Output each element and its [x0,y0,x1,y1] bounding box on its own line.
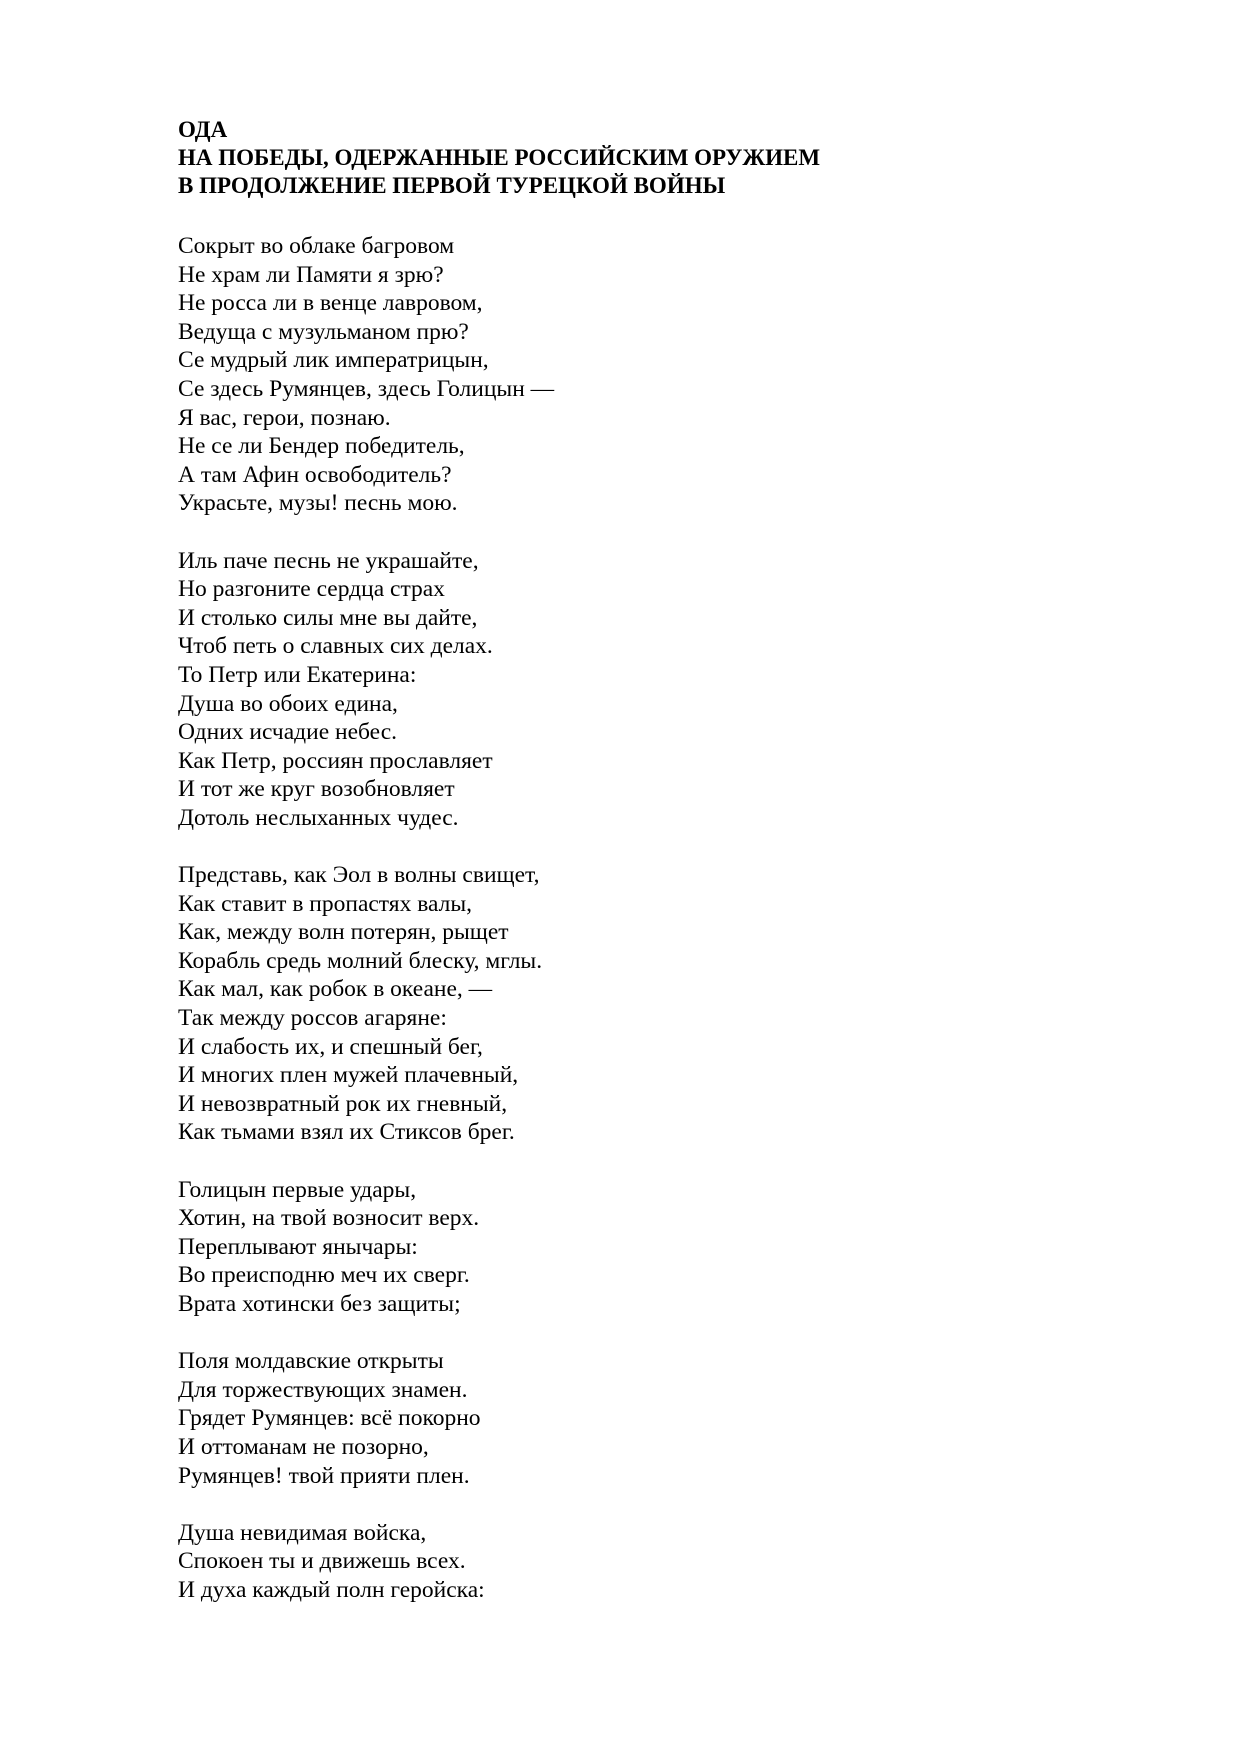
title-line: ОДА [178,117,228,142]
verse-line: Сокрыт во облаке багровом [178,233,455,259]
verse-line: Не се ли Бендер победитель, [178,433,465,460]
verse-line: То Петр или Екатерина: [178,661,417,688]
verse-line: Спокоен ты и движешь всех. [178,1548,466,1575]
stanza-2 [178,547,554,833]
verse-line: Чтоб петь о славных сих делах. [178,633,493,660]
verse-line: Се мудрый лик императрицын, [178,347,489,374]
verse-line: И слабость их, и спешный бег, [178,1033,483,1060]
verse-line: Как тьмами взял их Стиксов брег. [178,1119,515,1146]
verse-line: Не росса ли в венце лавровом, [178,290,483,317]
verse-line: Во преисподню меч их сверг. [178,1262,470,1289]
verse-line: Для торжествующих знамен. [178,1376,468,1403]
verse-line: Дотоль неслыханных чудес. [178,804,459,831]
verse-line: Се здесь Румянцев, здесь Голицын — [178,375,555,402]
verse-line: Грядет Румянцев: всё покорно [178,1405,481,1432]
verse-line: Как, между волн потерян, рыщет [178,919,509,946]
poem-body [178,232,554,1605]
title-line: В ПРОДОЛЖЕНИЕ ПЕРВОЙ ТУРЕЦКОЙ ВОЙНЫ [178,173,726,198]
verse-line: А там Афин освободитель? [178,461,452,488]
verse-line: Поля молдавские открыты [178,1348,444,1375]
verse-line: Румянцев! твой прияти плен. [178,1462,470,1489]
stanza-1 [178,232,554,518]
verse-line: И столько силы мне вы дайте, [178,604,478,631]
document-title [178,116,820,200]
verse-line: И духа каждый полн геройска: [178,1576,485,1603]
verse-line: Не храм ли Памяти я зрю? [178,261,444,288]
verse-line: И оттоманам не позорно, [178,1433,429,1460]
verse-line: Ведуща с музульманом прю? [178,318,469,345]
verse-line: Как Петр, россиян прославляет [178,747,493,774]
stanza-3 [178,861,554,1147]
verse-line: И невозвратный рок их гневный, [178,1090,508,1117]
verse-line: Голицын первые удары, [178,1176,417,1203]
verse-line: Врата хотински без защиты; [178,1290,461,1317]
verse-line: Как мал, как робок в океане, — [178,976,493,1003]
verse-line: Представь, как Эол в волны свищет, [178,862,540,889]
verse-line: Так между россов агаряне: [178,1005,447,1032]
stanza-4 [178,1176,554,1319]
verse-line: Одних исчадие небес. [178,719,397,746]
stanza-6 [178,1519,554,1605]
verse-line: Корабль средь молний блеску, мглы. [178,947,543,974]
verse-line: Иль паче песнь не украшайте, [178,547,479,574]
verse-line: Как ставит в пропастях валы, [178,890,473,917]
title-line: НА ПОБЕДЫ, ОДЕРЖАННЫЕ РОССИЙСКИМ ОРУЖИЕМ [178,145,821,170]
verse-line: Душа невидимая войска, [178,1519,427,1546]
verse-line: Но разгоните сердца страх [178,576,445,603]
verse-line: Украсьте, музы! песнь мою. [178,490,458,517]
verse-line: И тот же круг возобновляет [178,776,455,803]
verse-line: Я вас, герои, познаю. [178,404,391,431]
verse-line: Переплывают янычары: [178,1233,418,1260]
verse-line: Хотин, на твой возносит верх. [178,1205,480,1232]
stanza-5 [178,1347,554,1490]
verse-line: Душа во обоих едина, [178,690,398,717]
verse-line: И многих плен мужей плачевный, [178,1062,519,1089]
